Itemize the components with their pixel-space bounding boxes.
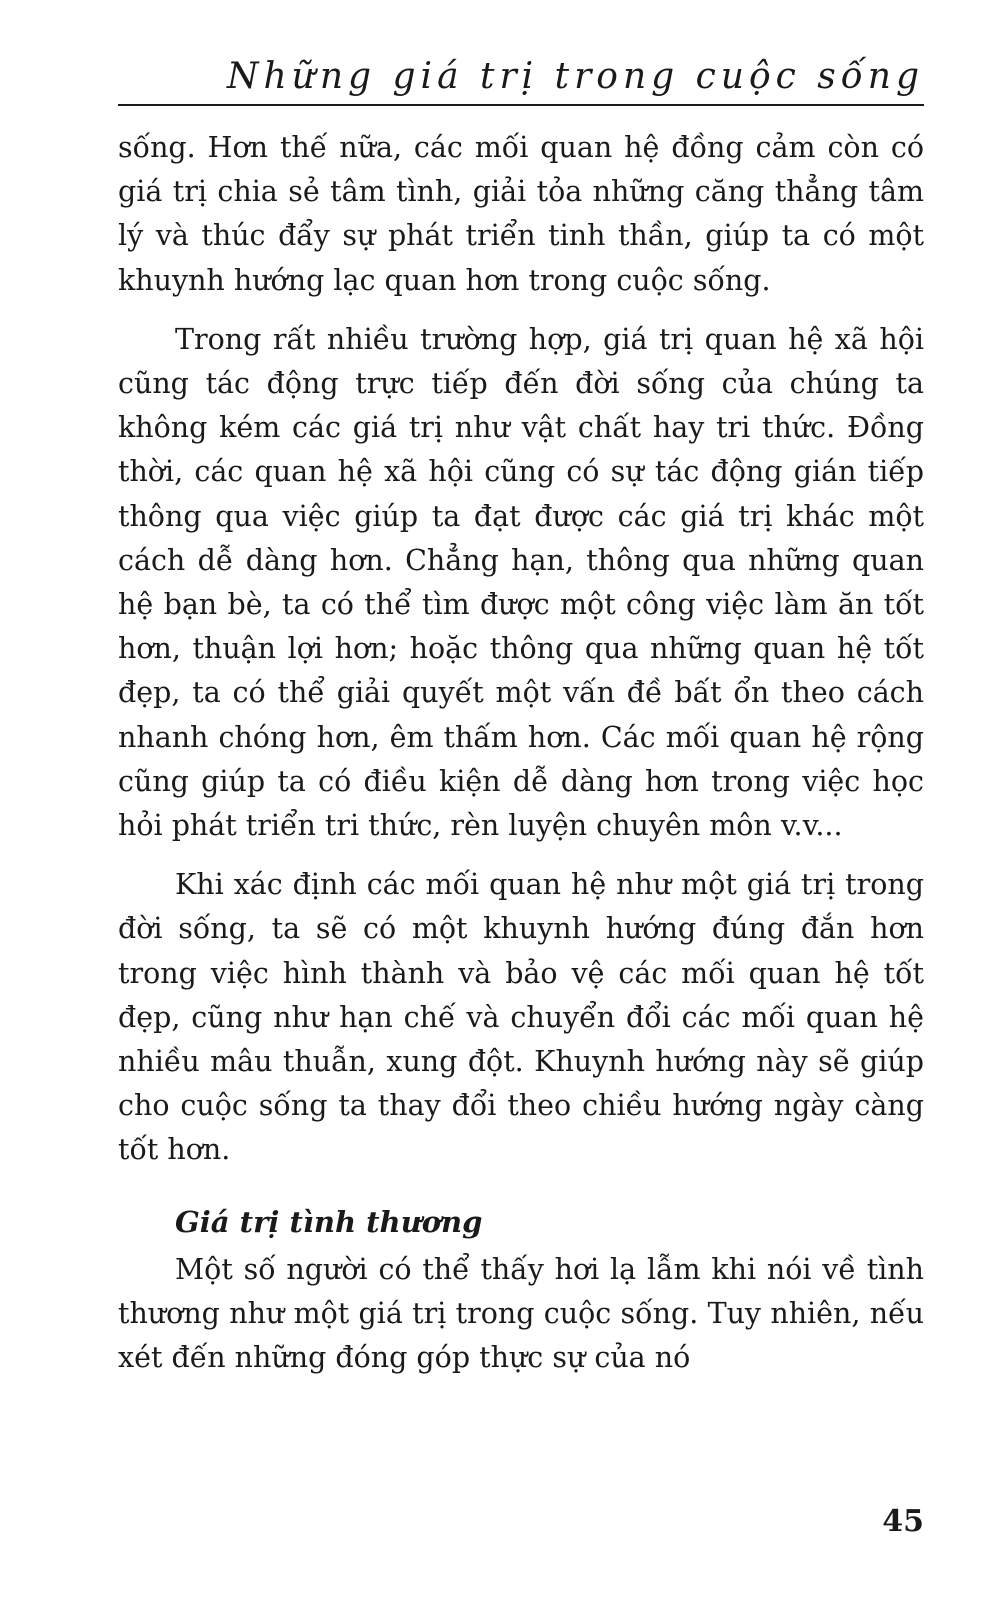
body-text [118, 126, 924, 1380]
section-heading: Giá trị tình thương [175, 1204, 483, 1239]
page-number: 45 [882, 1504, 924, 1539]
paragraph-continued: sống. Hơn thế nữa, các mối quan hệ đồng cảm còn có giá trị chia sẻ tâm tình, giải tỏa những căng thẳng tâm lý và thúc đẩy sự phát triển tinh thần, giúp ta có một khuynh hướng lạc quan hơn trong cuộc sống. [118, 131, 924, 297]
running-title: Những giá trị trong cuộc sống [226, 56, 924, 97]
paragraph-relationship-value: Khi xác định các mối quan hệ như một giá trị trong đời sống, ta sẽ có một khuynh hướng đúng đắn hơn trong việc hình thành và bảo vệ các mối quan hệ tốt đẹp, cũng như hạn chế và chuyển đổi các mối quan hệ nhiều mâu thuẫn, xung đột. Khuynh hướng này sẽ giúp cho cuộc sống ta thay đổi theo chiều hướng ngày càng tốt hơn. [118, 868, 924, 1167]
running-header [118, 50, 924, 106]
paragraph-social-relations: Trong rất nhiều trường hợp, giá trị quan hệ xã hội cũng tác động trực tiếp đến đời sống của chúng ta không kém các giá trị như vật chất hay tri thức. Đồng thời, các quan hệ xã hội cũng có sự tác động gián tiếp thông qua việc giúp ta đạt được các giá trị khác một cách dễ dàng hơn. Chẳng hạn, thông qua những quan hệ bạn bè, ta có thể tìm được một công việc làm ăn tốt hơn, thuận lợi hơn; hoặc thông qua những quan hệ tốt đẹp, ta có thể giải quyết một vấn đề bất ổn theo cách nhanh chóng hơn, êm thấm hơn. Các mối quan hệ rộng cũng giúp ta có điều kiện dễ dàng hơn trong việc học hỏi phát triển tri thức, rèn luyện chuyên môn v.v... [118, 322, 924, 843]
paragraph-love-value: Một số người có thể thấy hơi lạ lẫm khi nói về tình thương như một giá trị trong cuộc sống. Tuy nhiên, nếu xét đến những đóng góp thực sự của nó [118, 1252, 924, 1375]
